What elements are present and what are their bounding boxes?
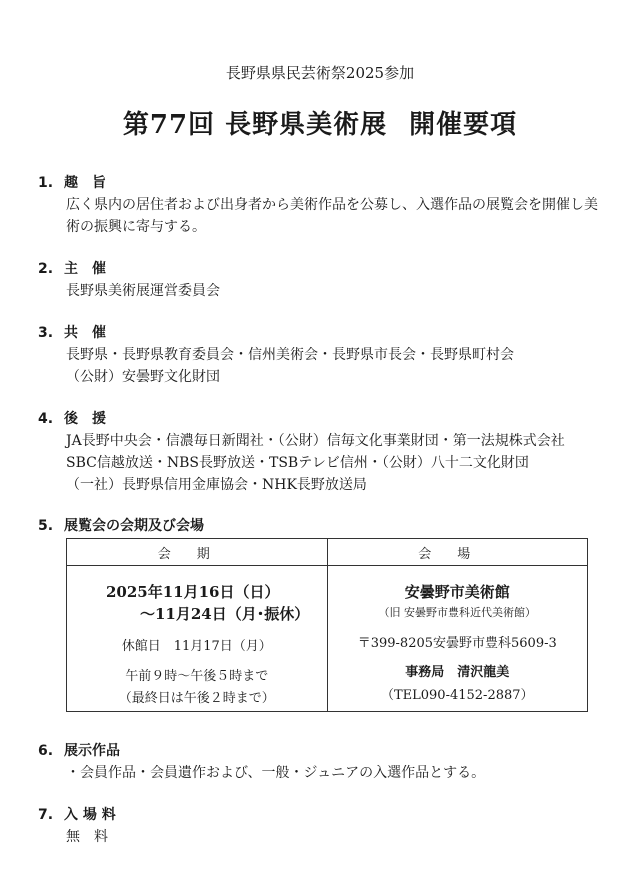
title-main: 第77回 長野県美術展 (122, 110, 388, 140)
section-organizer (38, 258, 608, 302)
closed-day: 休館日 11月17日（月） (121, 639, 272, 654)
section-line: JA長野中央会・信濃毎日新聞社・（公財）信毎文化事業財団・第一法規株式会社 (66, 433, 565, 449)
section-line: （公財）安曇野文化財団 (66, 369, 220, 385)
section-body: ・会員作品・会員遺作および、一般・ジュニアの入選作品とする。 (66, 765, 486, 781)
section-schedule (38, 515, 608, 537)
section-exhibits (38, 740, 608, 784)
section-line: （一社）長野県信用金庫協会・NHK長野放送局 (66, 477, 367, 493)
section-heading: 1. 趣 旨 (38, 175, 106, 191)
period-cell (67, 566, 328, 712)
section-heading: 4. 後 援 (38, 411, 106, 427)
section-heading: 5. 展覧会の会期及び会場 (38, 518, 204, 534)
section-line: 長野県・長野県教育委員会・信州美術会・長野県市長会・長野県町村会 (66, 347, 514, 363)
venue-column-header: 会場 (327, 539, 588, 566)
section-purpose (38, 172, 608, 238)
section-admission (38, 804, 608, 848)
page-title (0, 104, 640, 141)
opening-hours: 午前９時～午後５時まで （最終日は午後２時まで） (118, 669, 275, 706)
period-column-header: 会期 (67, 539, 328, 566)
venue-cell (327, 566, 588, 712)
section-body: 広く県内の居住者および出身者から美術作品を公募し、入選作品の展覧会を開催し美術の振興に寄与する。 (66, 197, 598, 235)
section-sponsors (38, 408, 608, 496)
venue-address: 〒399-8205安曇野市豊科5609-3 (357, 636, 557, 651)
section-heading: 2. 主 催 (38, 261, 106, 277)
office-phone: （TEL090-4152-2887） (380, 688, 534, 703)
venue-name: 安曇野市美術館 (404, 583, 510, 601)
title-suffix: 開催要項 (409, 110, 518, 140)
venue-former-name: （旧 安曇野市豊科近代美術館） (378, 606, 536, 619)
section-body: 長野県美術展運営委員会 (66, 283, 220, 299)
event-subtitle: 長野県県民芸術祭2025参加 (225, 64, 415, 82)
section-heading: 6. 展示作品 (38, 743, 120, 759)
section-line: SBC信越放送・NBS長野放送・TSBテレビ信州・（公財）八十二文化財団 (66, 455, 529, 471)
schedule-venue-table (66, 538, 588, 712)
office-contact: 事務局 清沢龍美 (405, 665, 510, 680)
section-co-organizers (38, 322, 608, 388)
exhibition-dates: 2025年11月16日（日） ～11月24日（月･振休） (106, 583, 310, 623)
section-body: 無 料 (66, 829, 108, 845)
section-heading: 7. 入 場 料 (38, 807, 116, 823)
section-heading: 3. 共 催 (38, 325, 106, 341)
